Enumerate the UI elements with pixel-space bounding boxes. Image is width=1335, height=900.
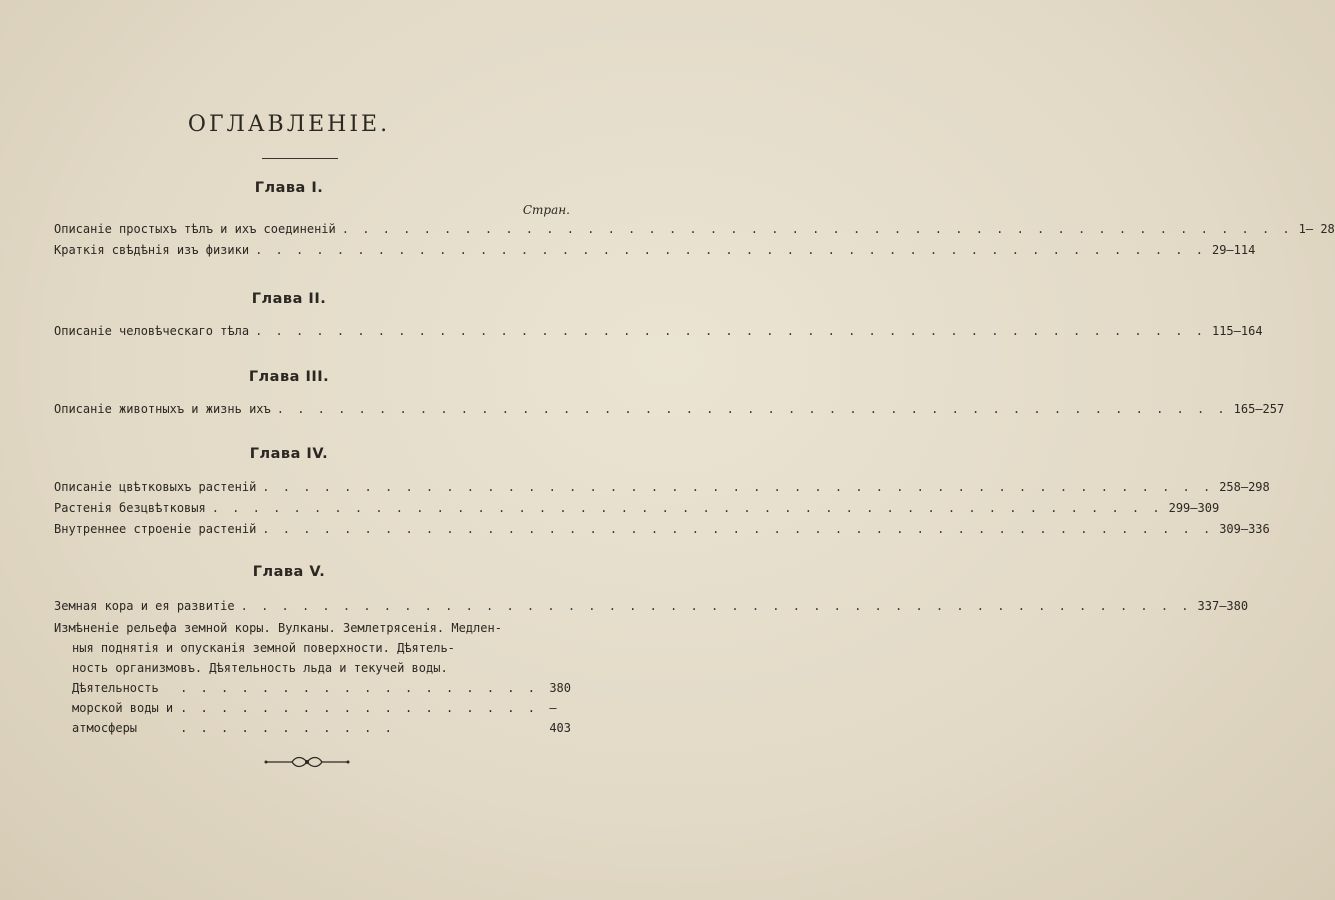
toc-entry xyxy=(54,243,1256,257)
entry-title: Описаніе животныхъ и жизнь ихъ xyxy=(54,402,271,416)
title-divider xyxy=(262,158,338,159)
entry-pages: 380—403 xyxy=(549,681,571,735)
entry-pages: 115—164 xyxy=(1211,324,1263,338)
toc-entry xyxy=(54,222,1335,236)
chapter-heading-1: Глава I. xyxy=(254,180,324,196)
entry-title: Растенія безцвѣтковыя xyxy=(54,501,206,515)
entry-pages: 299—309 xyxy=(1168,501,1220,515)
toc-entry xyxy=(54,599,1249,613)
dot-leader: . . . . . . . . . . . . . . . . . . . . . . . . . . . . . . . . . . . . . . . . . . . . . . . xyxy=(262,522,1214,536)
entry-title: Описаніе цвѣтковыхъ растеній xyxy=(54,480,257,494)
entry-pages: 258—298 xyxy=(1219,480,1270,494)
entry-line: ность организмовъ. Дѣятельность льда и текучей воды. xyxy=(72,661,448,675)
toc-entry-multiline xyxy=(54,618,571,738)
chapter-heading-3: Глава III. xyxy=(248,369,330,385)
entry-title: Земная кора и ея развитіе xyxy=(54,599,235,613)
entry-title: Описаніе человѣческаго тѣла xyxy=(54,324,250,338)
dot-leader: . . . . . . . . . . . . . . . . . . . . . . . . . . . . . . . . . . . . . . . . . . . . . . . xyxy=(240,599,1192,613)
entry-line: Измѣненіе рельефа земной коры. Вулканы. Землетрясенія. Медлен- xyxy=(54,621,502,635)
dot-leader: . . . . . . . . . . . . . . . . . . . . . . . . . . . . . . . . . . . . . . . . . . . . . . . xyxy=(180,681,538,735)
dot-leader: . . . . . . . . . . . . . . . . . . . . . . . . . . . . . . . . . . . . . . . . . . . . . . . xyxy=(255,324,1206,338)
toc-entry xyxy=(54,480,1270,494)
entry-pages: 165—257 xyxy=(1233,402,1285,416)
page-title: ОГЛАВЛЕНІЕ. xyxy=(187,112,391,137)
entry-pages: 1— 28 xyxy=(1298,222,1335,236)
toc-entry xyxy=(54,402,1285,416)
chapter-heading-4: Глава IV. xyxy=(249,446,329,462)
page-column-label: Стран. xyxy=(522,203,570,217)
toc-entry xyxy=(54,522,1270,536)
dot-leader: . . . . . . . . . . . . . . . . . . . . . . . . . . . . . . . . . . . . . . . . . . . . . . . xyxy=(341,222,1293,236)
entry-line: Дѣятельность морской воды и атмосферы xyxy=(72,681,174,735)
dot-leader: . . . . . . . . . . . . . . . . . . . . . . . . . . . . . . . . . . . . . . . . . . . . . . . xyxy=(255,243,1206,257)
chapter-heading-5: Глава V. xyxy=(252,564,326,580)
ornament-icon xyxy=(262,754,352,770)
toc-entry xyxy=(54,324,1263,338)
entry-title: Краткія свѣдѣнія изъ физики xyxy=(54,243,250,257)
entry-line: ныя поднятія и опусканія земной поверхности. Дѣятель- xyxy=(72,641,455,655)
dot-leader: . . . . . . . . . . . . . . . . . . . . . . . . . . . . . . . . . . . . . . . . . . . . . . . xyxy=(211,501,1163,515)
dot-leader: . . . . . . . . . . . . . . . . . . . . . . . . . . . . . . . . . . . . . . . . . . . . . . . xyxy=(262,480,1214,494)
entry-pages: 29—114 xyxy=(1211,243,1256,257)
dot-leader: . . . . . . . . . . . . . . . . . . . . . . . . . . . . . . . . . . . . . . . . . . . . . . . xyxy=(276,402,1228,416)
toc-entry xyxy=(54,501,1220,515)
entry-pages: 337—380 xyxy=(1197,599,1249,613)
entry-pages: 309—336 xyxy=(1219,522,1270,536)
entry-title: Внутреннее строеніе растеній xyxy=(54,522,257,536)
entry-title: Описаніе простыхъ тѣлъ и ихъ соединеній xyxy=(54,222,336,236)
entry-last-line xyxy=(54,678,571,738)
chapter-heading-2: Глава II. xyxy=(251,291,327,307)
